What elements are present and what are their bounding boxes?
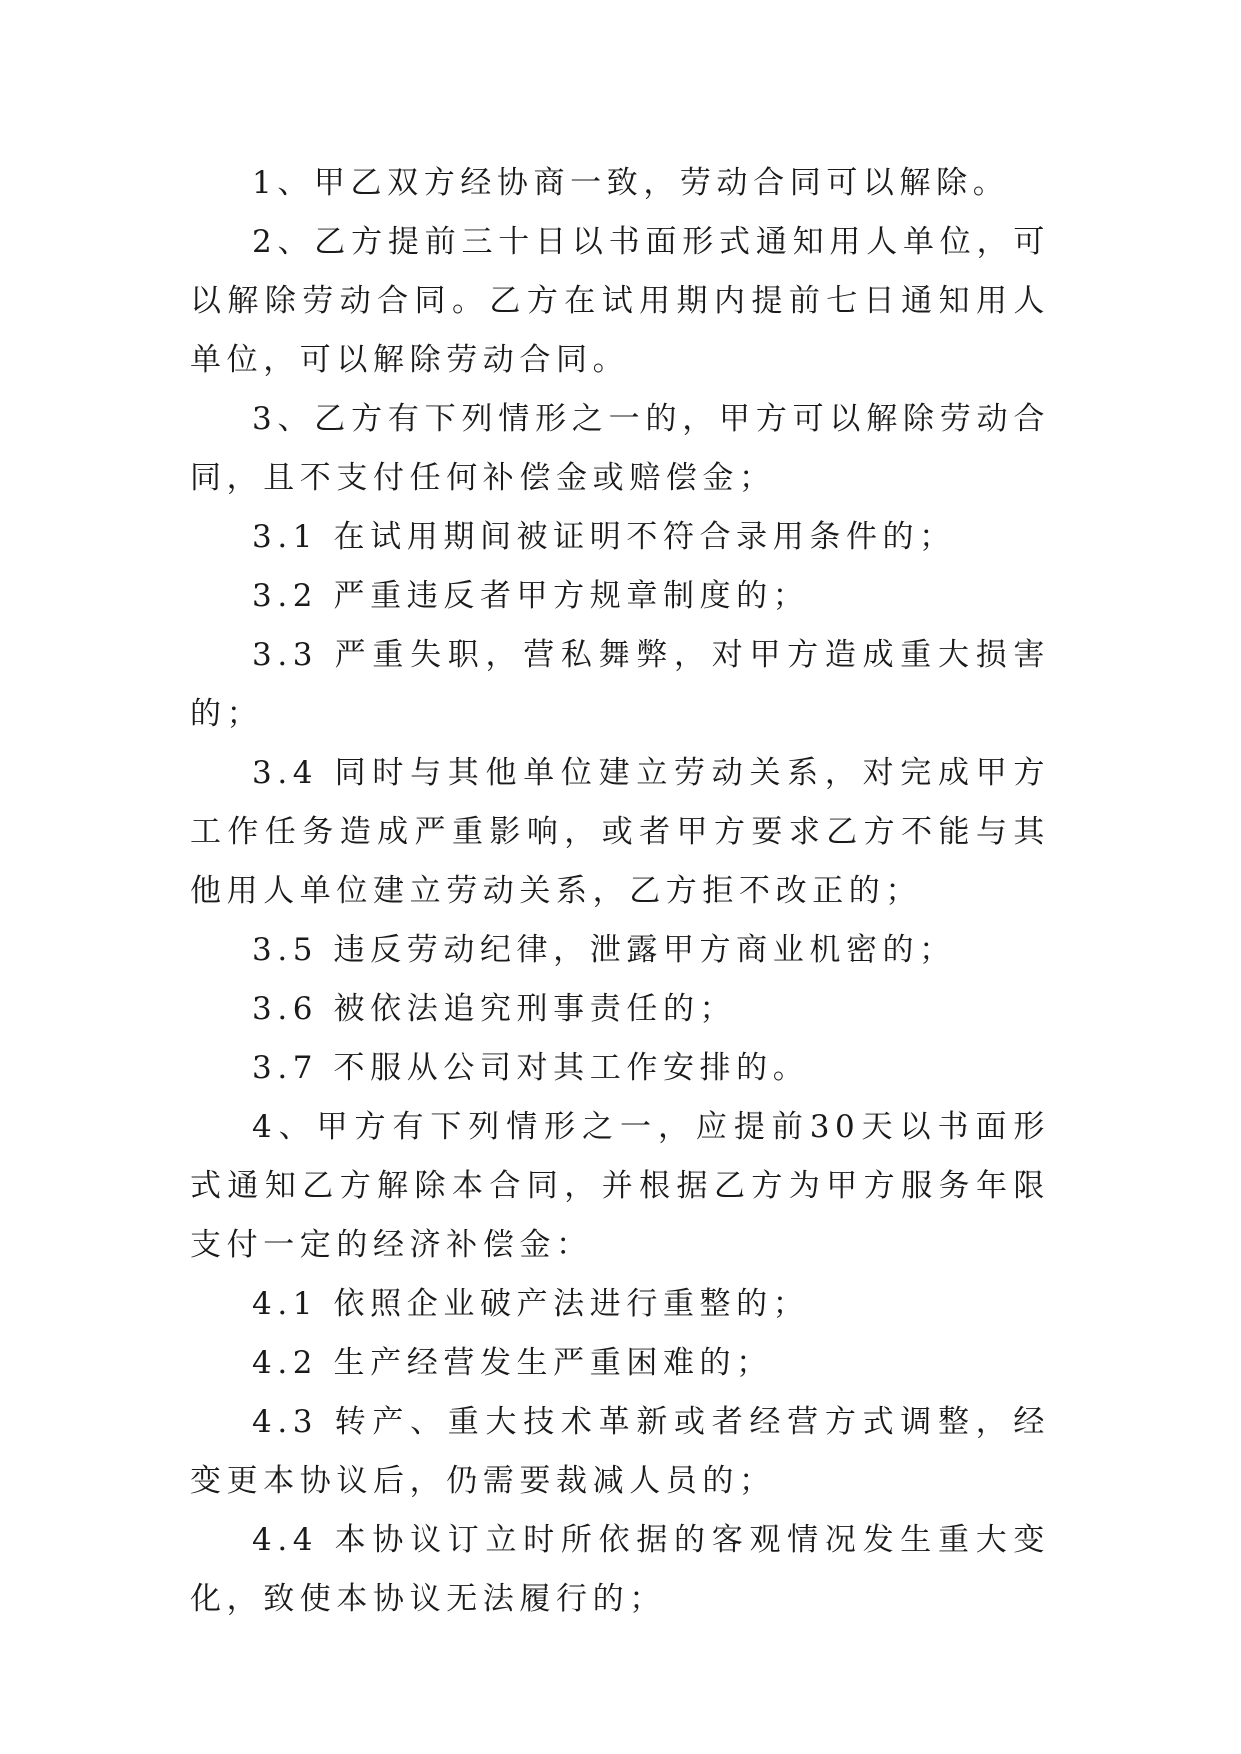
clause-4-2: 4.2 生产经营发生严重困难的； [252, 1345, 773, 1381]
clause-4-3: 4.3 转产、重大技术革新或者经营方式调整，经变更本协议后，仍需要裁减人员的； [190, 1404, 1050, 1499]
clause-4-4: 4.4 本协议订立时所依据的客观情况发生重大变化，致使本协议无法履行的； [190, 1522, 1050, 1617]
clause-3-1: 3.1 在试用期间被证明不符合录用条件的； [252, 519, 956, 555]
clause-3-6: 3.6 被依法追究刑事责任的； [252, 991, 737, 1027]
clause-3-5: 3.5 违反劳动纪律，泄露甲方商业机密的； [252, 932, 956, 968]
clause-1: 1、甲乙双方经协商一致，劳动合同可以解除。 [252, 165, 1010, 201]
clause-3-7: 3.7 不服从公司对其工作安排的。 [252, 1050, 810, 1086]
document-body [190, 154, 1050, 1629]
clause-3: 3、乙方有下列情形之一的，甲方可以解除劳动合同，且不支付任何补偿金或赔偿金； [190, 401, 1050, 496]
clause-3-3: 3.3 严重失职，营私舞弊，对甲方造成重大损害的； [190, 637, 1050, 732]
clause-4-1: 4.1 依照企业破产法进行重整的； [252, 1286, 810, 1322]
clause-3-4: 3.4 同时与其他单位建立劳动关系，对完成甲方工作任务造成严重影响，或者甲方要求乙方不能与其他用人单位建立劳动关系，乙方拒不改正的； [190, 755, 1050, 909]
clause-3-2: 3.2 严重违反者甲方规章制度的； [252, 578, 810, 614]
clause-2: 2、乙方提前三十日以书面形式通知用人单位，可以解除劳动合同。乙方在试用期内提前七日通知用人单位，可以解除劳动合同。 [190, 224, 1050, 378]
clause-4: 4、甲方有下列情形之一，应提前30天以书面形式通知乙方解除本合同，并根据乙方为甲方服务年限支付一定的经济补偿金： [190, 1109, 1050, 1263]
